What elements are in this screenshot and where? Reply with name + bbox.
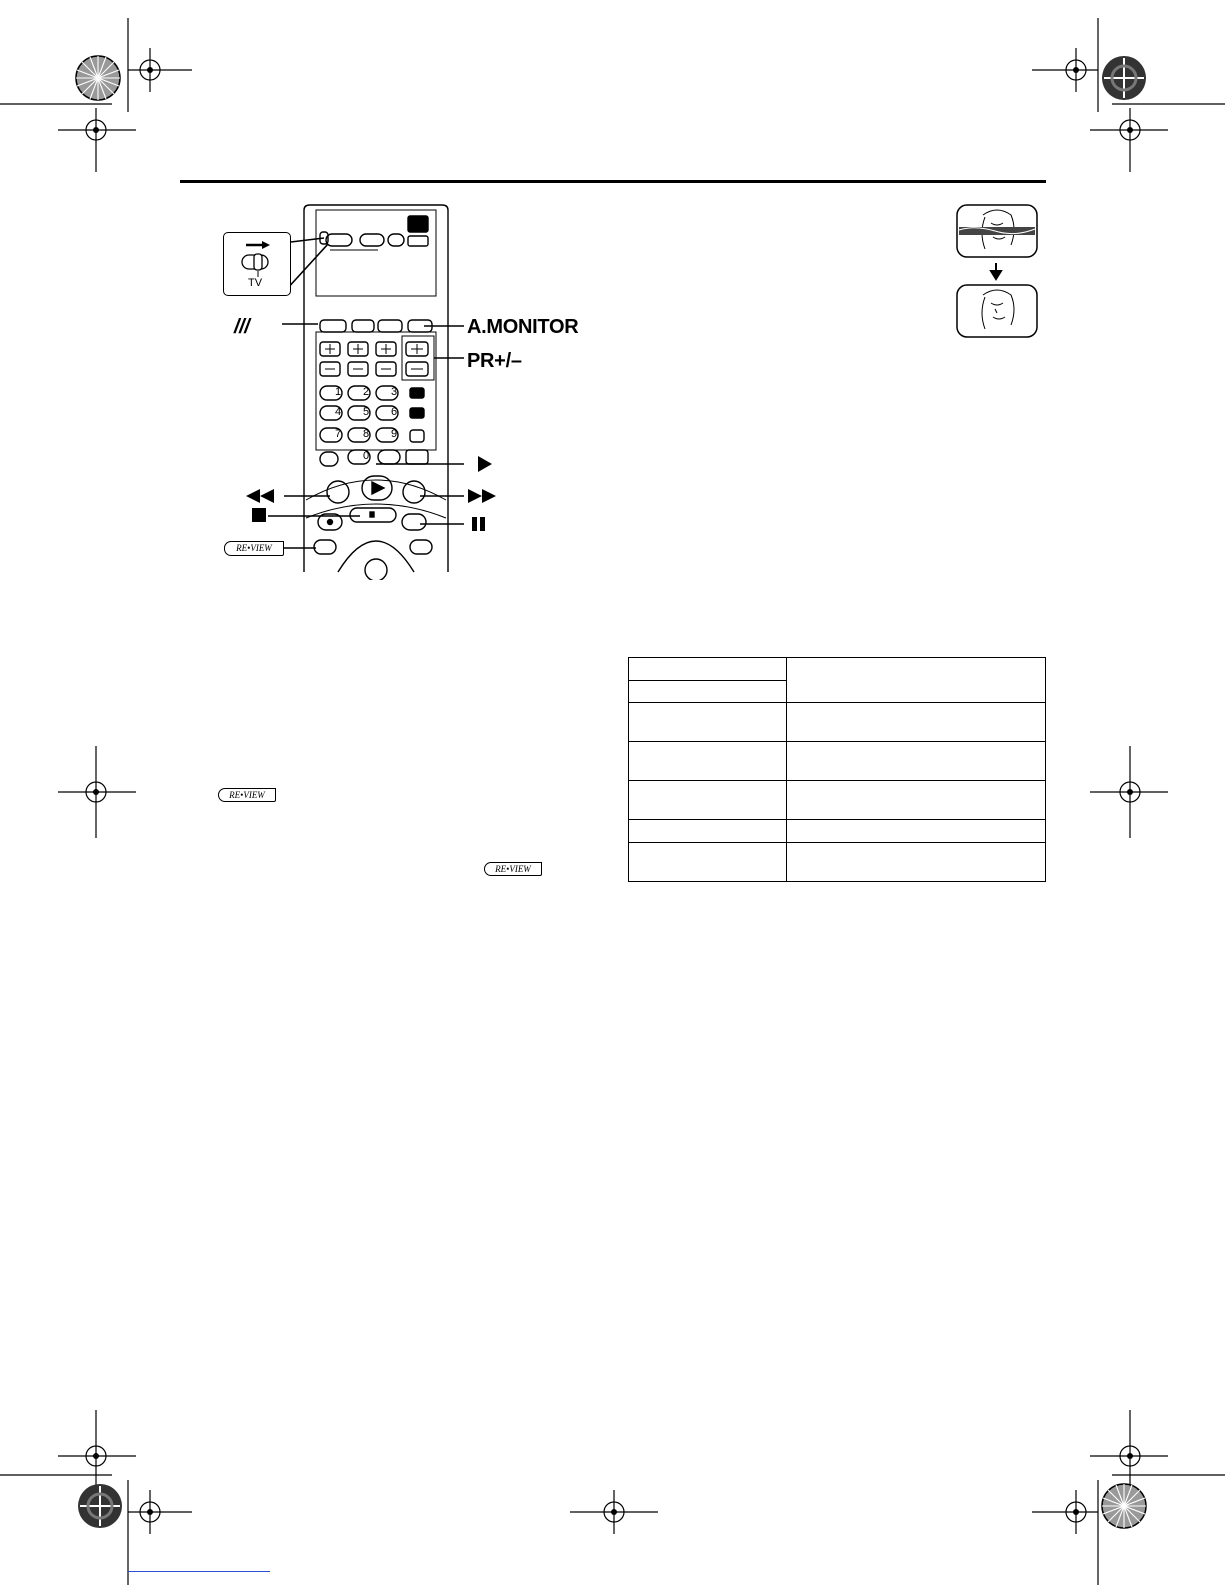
reference-table — [628, 657, 1046, 882]
play-triangle-icon — [478, 456, 492, 472]
key-7-label: 7 — [334, 428, 342, 440]
starburst-target-tl — [76, 56, 120, 100]
table-cell — [629, 703, 787, 742]
key-3-label: 3 — [390, 386, 398, 398]
arrow-down-icon — [991, 263, 1001, 279]
table-cell — [629, 843, 787, 882]
fast-forward-icon — [468, 489, 496, 503]
key-1-label: 1 — [334, 386, 342, 398]
header-rule — [180, 180, 1046, 183]
starburst-target-br — [1102, 1484, 1146, 1528]
shuttle-plus-label: / / / — [234, 316, 247, 338]
key-2-label: 2 — [362, 386, 370, 398]
tv-position-label: TV — [248, 277, 263, 289]
key-6-label: 6 — [390, 406, 398, 418]
registration-target-bl — [78, 1484, 122, 1528]
key-0-label: 0 — [362, 450, 370, 462]
table-cell — [787, 742, 1046, 781]
review-badge-remote: RE•VIEW — [224, 541, 284, 556]
key-4-label: 4 — [334, 406, 342, 418]
review-badge-text-1: RE•VIEW — [218, 788, 276, 802]
tv-screen-clear — [957, 285, 1037, 337]
pause-icon — [472, 517, 485, 531]
review-badge-text-2: RE•VIEW — [484, 862, 542, 876]
key-5-label: 5 — [362, 406, 370, 418]
tracking-illustration — [955, 203, 1045, 343]
tv-switch-inset — [223, 232, 291, 296]
key-8-label: 8 — [362, 428, 370, 440]
registration-target-tr — [1102, 56, 1146, 100]
rewind-icon — [246, 489, 274, 503]
table-cell — [787, 781, 1046, 820]
table-cell — [629, 820, 787, 843]
table-cell — [787, 843, 1046, 882]
table-cell — [629, 658, 787, 681]
table-cell — [629, 742, 787, 781]
footer-link-underline[interactable] — [128, 1571, 270, 1572]
stop-square-icon — [252, 508, 266, 522]
table-cell — [629, 781, 787, 820]
table-cell — [787, 703, 1046, 742]
table-cell — [629, 681, 787, 703]
a-monitor-label: A.MONITOR — [467, 316, 579, 338]
table-cell — [787, 820, 1046, 843]
key-9-label: 9 — [390, 428, 398, 440]
table-cell — [787, 658, 1046, 703]
pr-plus-minus-label: PR+/– — [467, 350, 522, 372]
tv-screen-noisy — [957, 205, 1037, 257]
